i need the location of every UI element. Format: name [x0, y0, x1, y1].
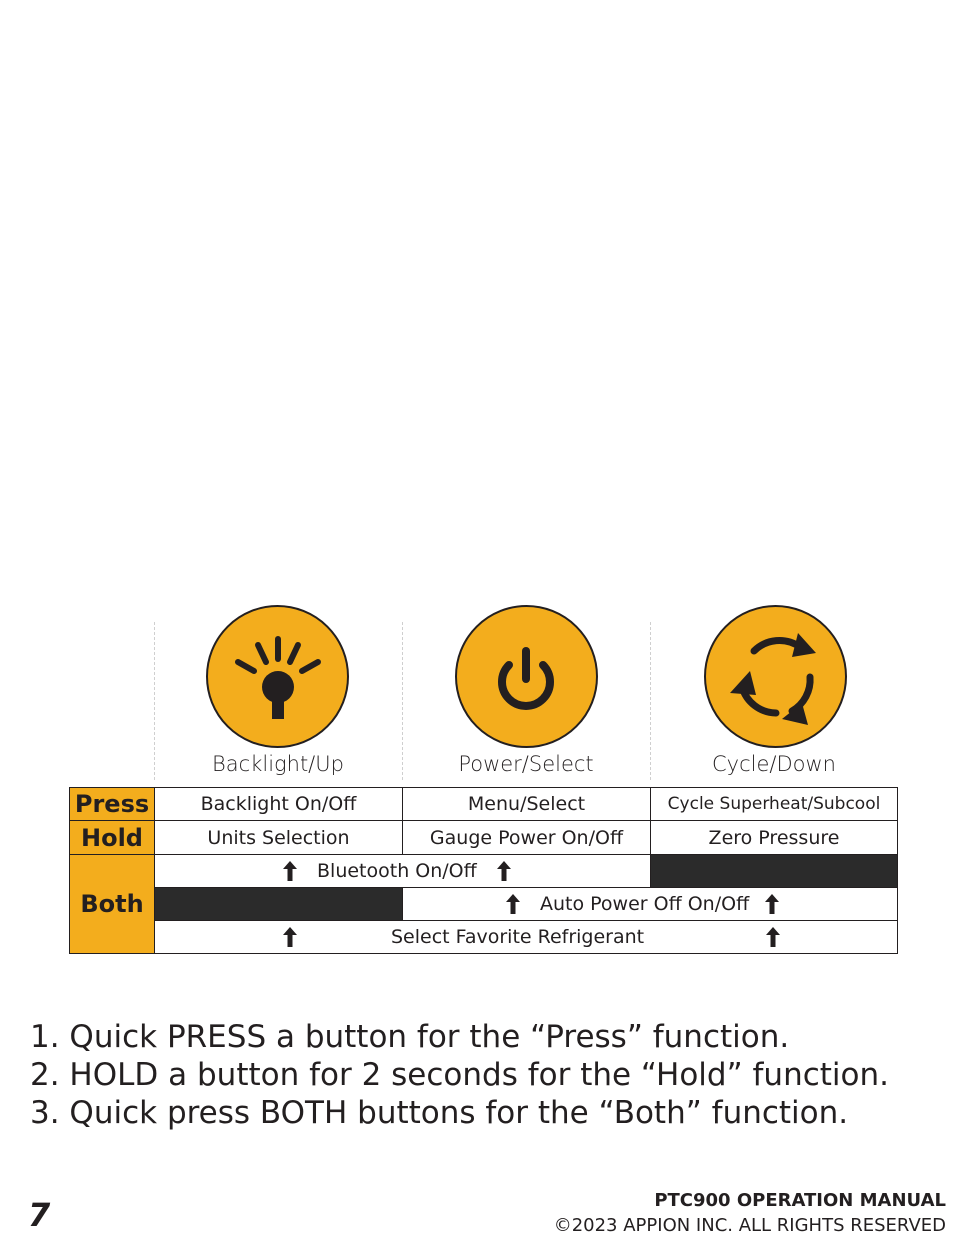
arrow-up-icon [765, 894, 779, 914]
table-cell: Units Selection [154, 820, 403, 855]
empty-dark-cell [154, 887, 403, 921]
button-label: Cycle/Down [712, 752, 836, 776]
table-cell: Gauge Power On/Off [402, 820, 651, 855]
table-cell: Backlight On/Off [154, 787, 403, 821]
row-header-hold: Hold [69, 820, 155, 855]
row-header-both: Both [69, 854, 155, 954]
backlight-up-button [206, 605, 349, 748]
copyright-notice: ©2023 APPION INC. ALL RIGHTS RESERVED [553, 1215, 946, 1236]
button-label: Power/Select [458, 752, 594, 776]
empty-dark-cell [650, 854, 898, 888]
table-cell: Zero Pressure [650, 820, 898, 855]
manual-title: PTC900 OPERATION MANUAL [654, 1190, 946, 1211]
combo-cell-bluetooth [154, 854, 651, 888]
power-icon [457, 607, 596, 746]
page-number: 7 [28, 1196, 51, 1234]
combo-cell-favorite-refrigerant [154, 920, 898, 954]
instruction-list [30, 1018, 889, 1132]
combo-label: Auto Power Off On/Off [540, 893, 750, 915]
combo-label: Bluetooth On/Off [317, 860, 477, 882]
instruction-item: 3. Quick press BOTH buttons for the “Both” function. [30, 1095, 849, 1131]
lightbulb-icon [208, 607, 347, 746]
cycle-down-button [704, 605, 847, 748]
combo-cell-auto-power [402, 887, 898, 921]
arrow-up-icon [766, 927, 780, 947]
row-header-press: Press [69, 787, 155, 821]
table-cell: Cycle Superheat/Subcool [650, 787, 898, 821]
instruction-item: 1. Quick PRESS a button for the “Press” function. [30, 1019, 790, 1055]
table-cell: Menu/Select [402, 787, 651, 821]
arrow-up-icon [506, 894, 520, 914]
arrow-up-icon [283, 861, 297, 881]
button-label: Backlight/Up [212, 752, 344, 776]
combo-label: Select Favorite Refrigerant [391, 926, 645, 948]
arrow-up-icon [283, 927, 297, 947]
cycle-arrows-icon [706, 607, 845, 746]
arrow-up-icon [497, 861, 511, 881]
power-select-button [455, 605, 598, 748]
instruction-item: 2. HOLD a button for 2 seconds for the “Hold” function. [30, 1057, 889, 1093]
